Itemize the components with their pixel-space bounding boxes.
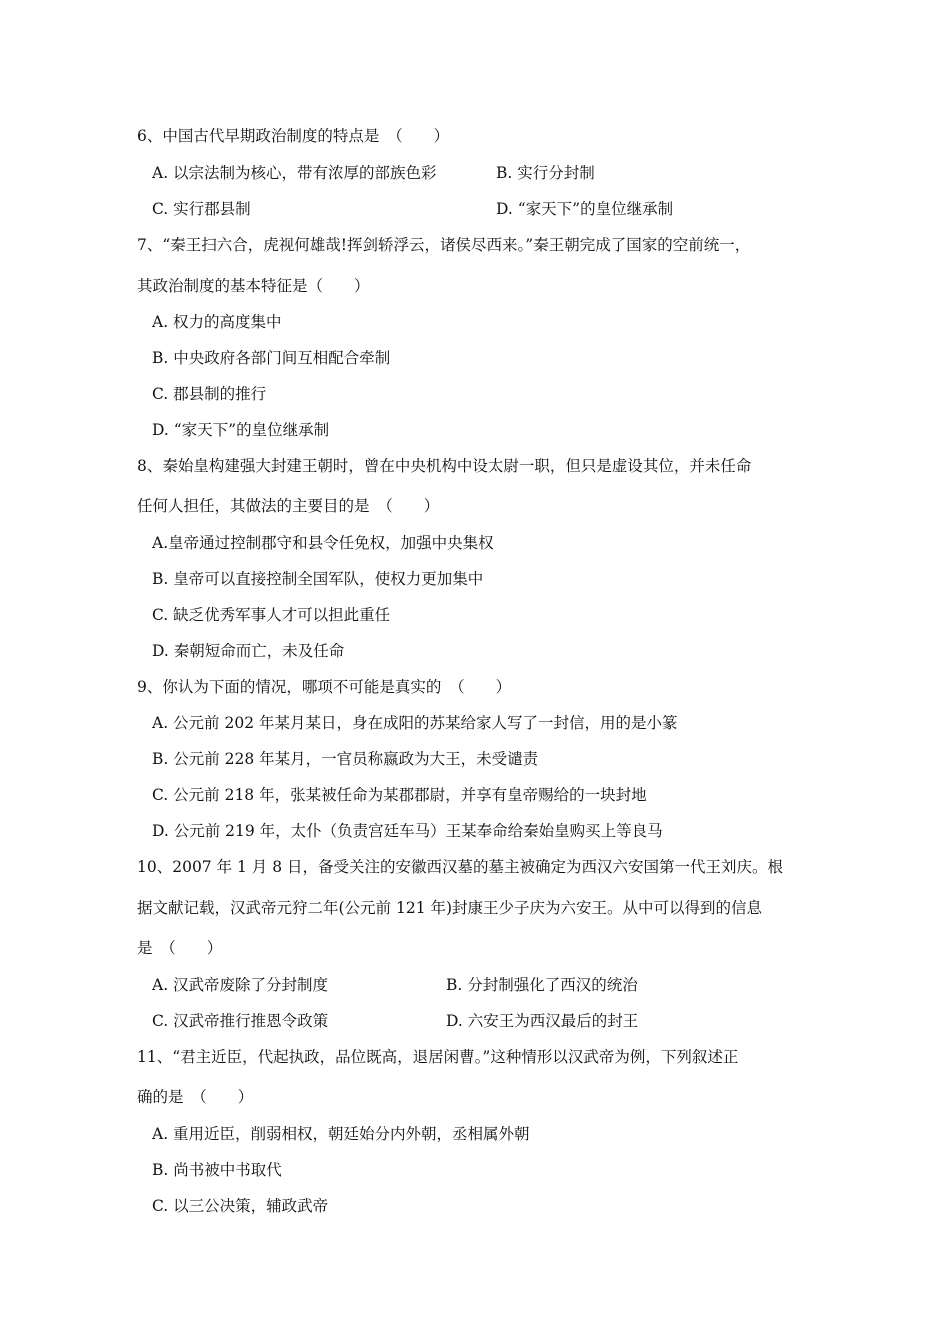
question-10-option-a: A. 汉武帝废除了分封制度 (152, 976, 329, 994)
question-8-stem-line-2: 任何人担任，其做法的主要目的是 （ ） (137, 497, 440, 515)
question-10-option-b: B. 分封制强化了西汉的统治 (446, 976, 638, 994)
question-10-option-d: D. 六安王为西汉最后的封王 (446, 1012, 639, 1030)
question-8-stem-line-1: 8、秦始皇构建强大封建王朝时，曾在中央机构中设太尉一职，但只是虚设其位，并未任命 (137, 457, 752, 475)
question-10-stem-line-2: 据文献记载，汉武帝元狩二年(公元前 121 年)封康王少子庆为六安王。从中可以得到的信息 (137, 899, 763, 917)
question-7-option-a: A. 权力的高度集中 (152, 313, 282, 331)
question-11-stem-line-2: 确的是 （ ） (137, 1088, 254, 1106)
question-7-option-b: B. 中央政府各部门间互相配合牵制 (152, 349, 391, 367)
question-7-option-d: D. “家天下”的皇位继承制 (152, 421, 330, 439)
question-6-option-c: C. 实行郡县制 (152, 200, 251, 218)
question-8-option-d: D. 秦朝短命而亡，未及任命 (152, 642, 345, 660)
question-7-stem-line-2: 其政治制度的基本特征是（ ） (137, 277, 370, 295)
question-11-stem-line-1: 11、“君主近臣，代起执政，品位既高，退居闲曹。”这种情形以汉武帝为例，下列叙述正 (137, 1048, 739, 1066)
question-8-option-c: C. 缺乏优秀军事人才可以担此重任 (152, 606, 391, 624)
question-6-option-a: A. 以宗法制为核心，带有浓厚的部族色彩 (152, 164, 437, 182)
question-8-option-b: B. 皇帝可以直接控制全国军队，使权力更加集中 (152, 570, 484, 588)
question-10-stem-line-1: 10、2007 年 1 月 8 日，备受关注的安徽西汉墓的墓主被确定为西汉六安国第一代王刘庆。根 (137, 858, 784, 876)
question-6-stem-line-1: 6、中国古代早期政治制度的特点是 （ ） (137, 127, 450, 145)
question-8-option-a: A.皇帝通过控制郡守和县令任免权，加强中央集权 (152, 534, 494, 552)
question-6-option-d: D. “家天下”的皇位继承制 (496, 200, 674, 218)
question-10-stem-line-3: 是 （ ） (137, 939, 223, 957)
question-9-stem-line-1: 9、你认为下面的情况，哪项不可能是真实的 （ ） (137, 678, 512, 696)
question-9-option-a: A. 公元前 202 年某月某日，身在成阳的苏某给家人写了一封信，用的是小篆 (152, 714, 678, 732)
question-9-option-d: D. 公元前 219 年，太仆（负责宫廷车马）王某奉命给秦始皇购买上等良马 (152, 822, 663, 840)
question-9-option-b: B. 公元前 228 年某月，一官员称嬴政为大王，未受谴责 (152, 750, 539, 768)
question-10-option-c: C. 汉武帝推行推恩令政策 (152, 1012, 329, 1030)
question-11-option-b: B. 尚书被中书取代 (152, 1161, 282, 1179)
question-6-option-b: B. 实行分封制 (496, 164, 595, 182)
question-9-option-c: C. 公元前 218 年，张某被任命为某郡郡尉，并享有皇帝赐给的一块封地 (152, 786, 647, 804)
question-11-option-a: A. 重用近臣，削弱相权，朝廷始分内外朝，丞相属外朝 (152, 1125, 530, 1143)
question-11-option-c: C. 以三公决策，辅政武帝 (152, 1197, 329, 1215)
question-7-option-c: C. 郡县制的推行 (152, 385, 267, 403)
question-7-stem-line-1: 7、“秦王扫六合，虎视何雄哉!挥剑轿浮云，诸侯尽西来。”秦王朝完成了国家的空前统一， (137, 236, 751, 254)
